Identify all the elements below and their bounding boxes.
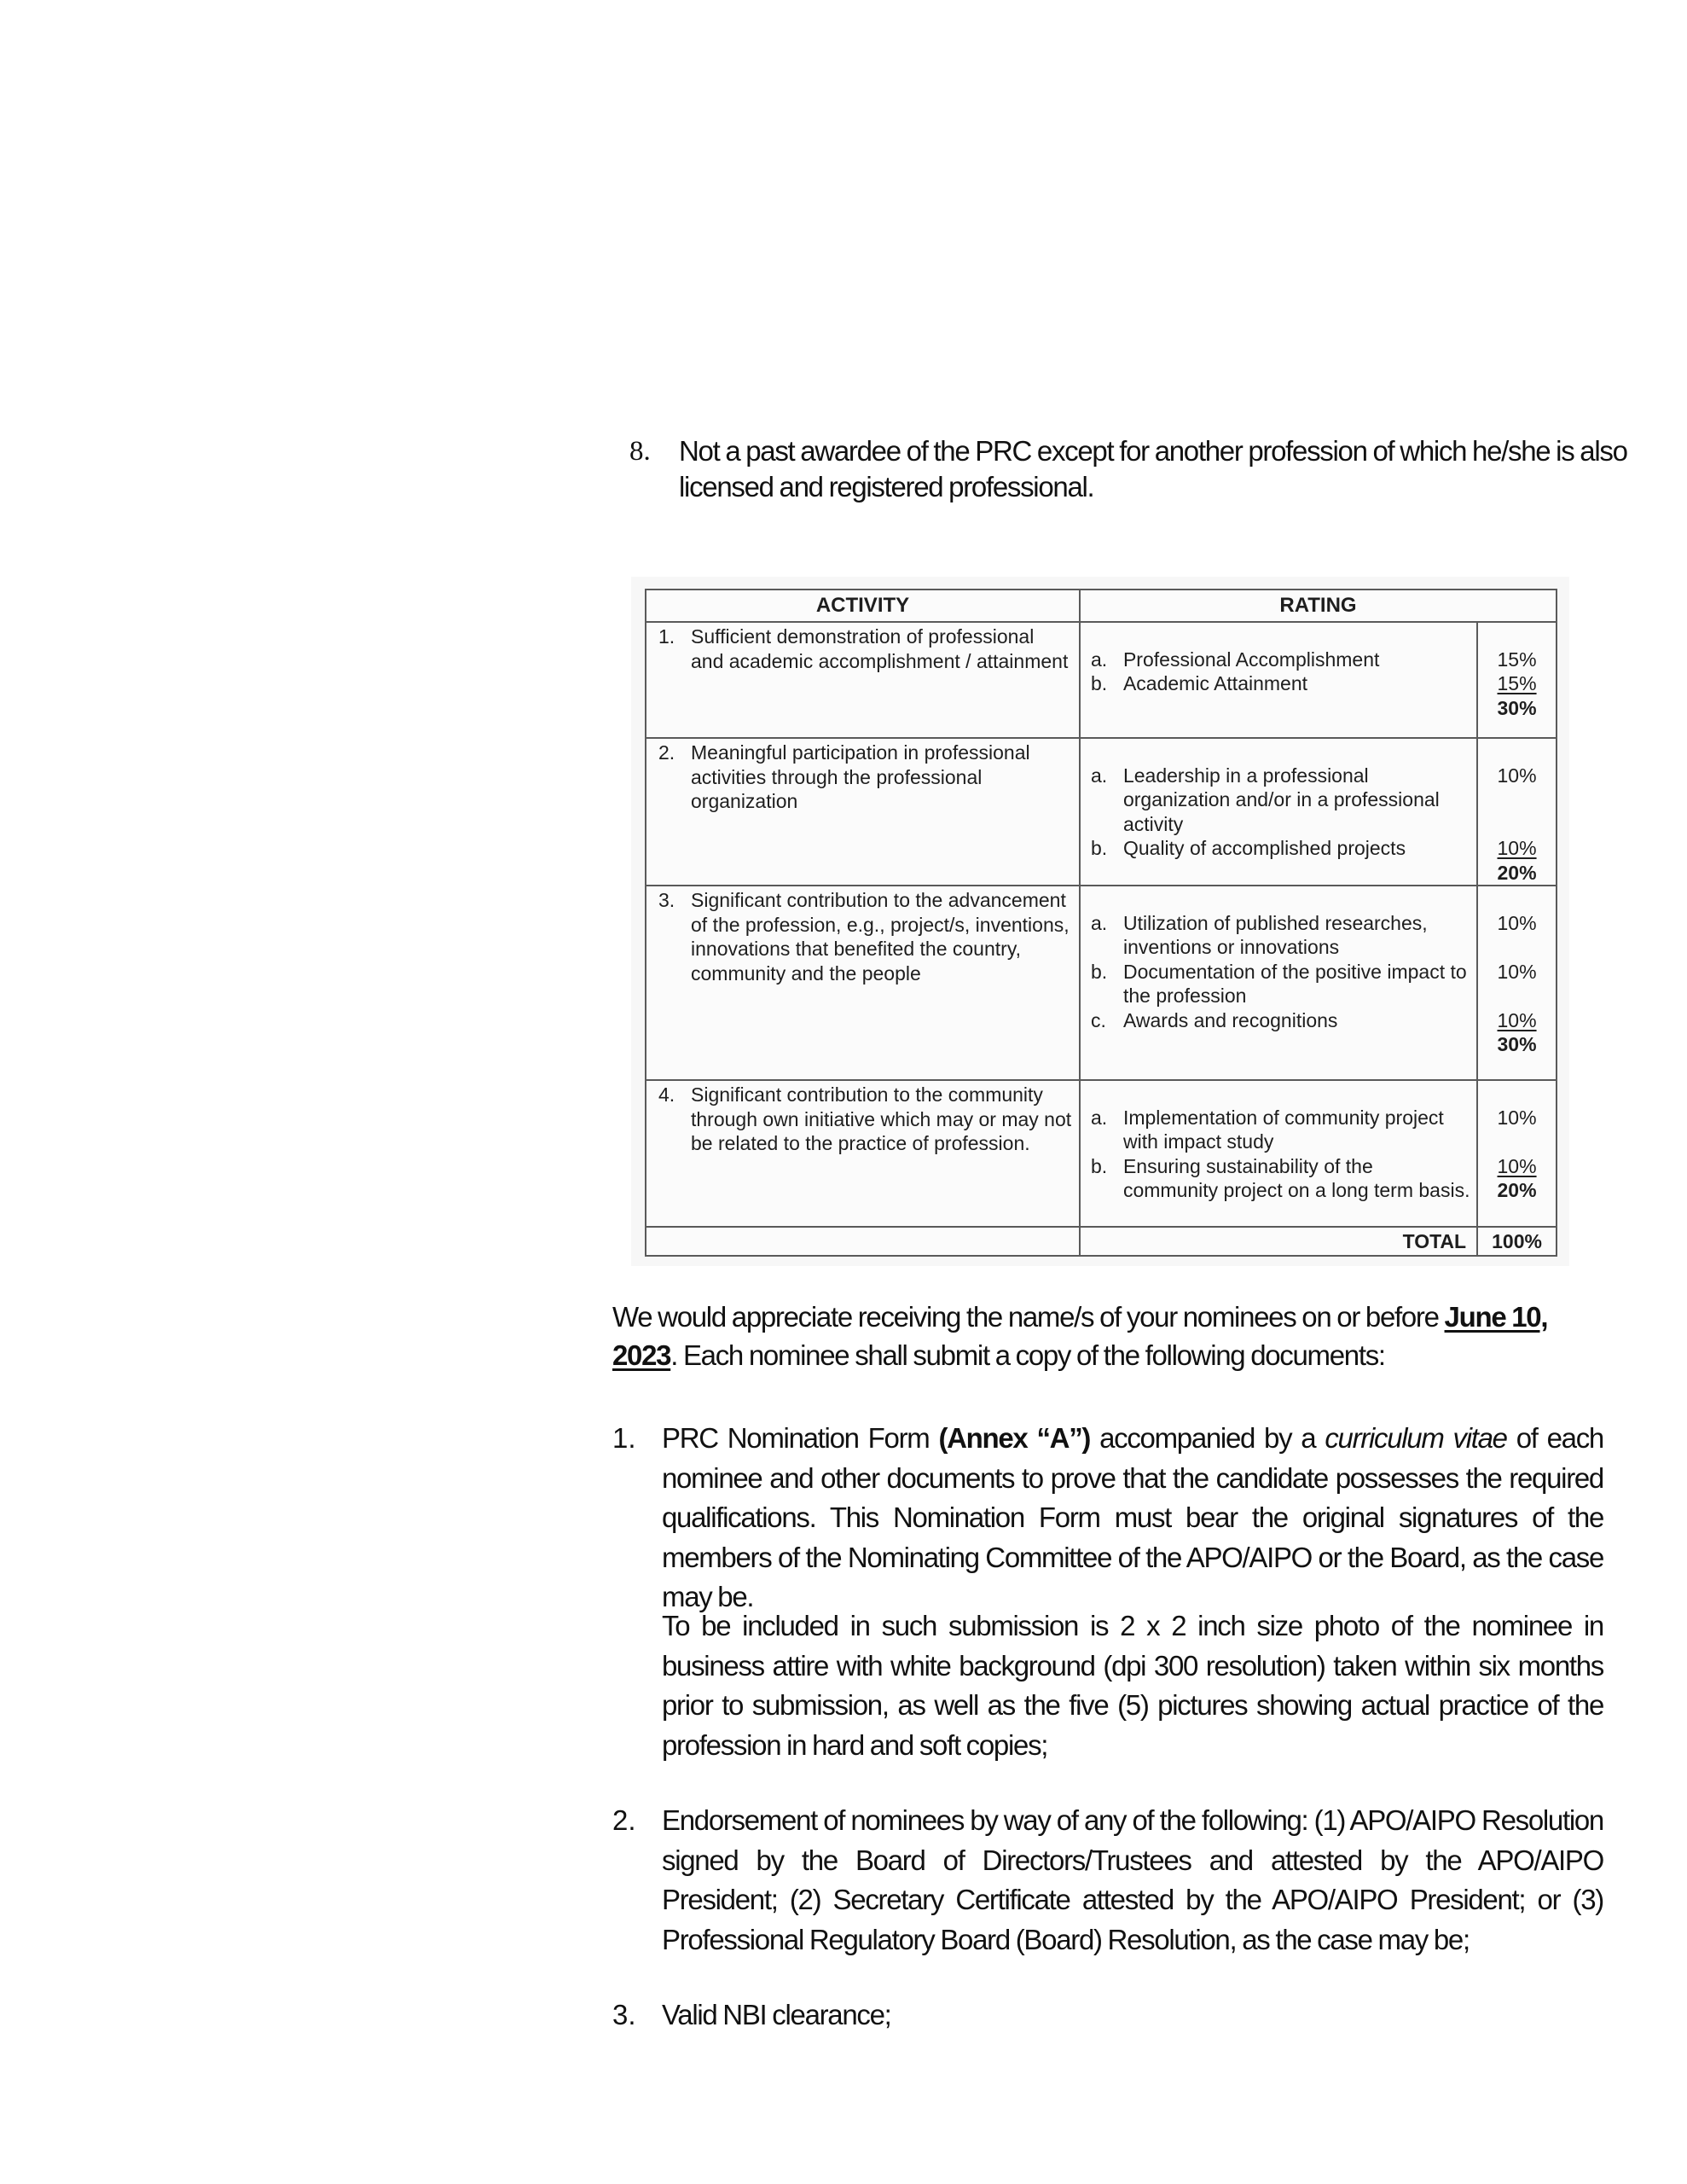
criterion-text: Professional Accomplishment [1122,648,1380,671]
header-rating: RATING [1080,590,1557,622]
criteria-cell [1080,622,1477,738]
header-activity: ACTIVITY [646,590,1080,622]
criterion-percent: 10% [1497,960,1537,983]
item-number: 2. [612,1804,636,1836]
criteria-cell [1080,1080,1477,1227]
percent-cell [1477,886,1557,1080]
criterion [1089,960,1471,1008]
activity-text: Meaningful participation in professional activities through the professional organization [691,741,1030,812]
criterion [1089,671,1471,696]
activity-text: Sufficient demonstration of professional and academic accomplishment / attainment [691,625,1069,672]
item-number: 1. [612,1422,636,1454]
curriculum-vitae-term: curriculum vitae [1325,1422,1507,1454]
criterion-percent: 15% [1497,648,1537,671]
table-header-row [646,590,1557,622]
criterion-letter: a. [1090,764,1108,787]
submission-intro [612,1298,1602,1374]
criterion-percent: 10% [1497,911,1537,934]
total-value: 100% [1477,1227,1557,1256]
criterion-text: Utilization of published researches, inventions or innovations [1122,911,1428,958]
criterion [1089,1008,1471,1033]
criterion-percent: 10% [1497,837,1537,859]
criterion-percent: 10% [1497,1008,1537,1031]
text-segment: PRC Nomination Form [662,1422,939,1454]
criterion-text: Awards and recognitions [1122,1008,1338,1031]
table-total-row [646,1227,1557,1256]
criterion-text: Documentation of the positive impact to the profession [1122,960,1467,1007]
criterion-letter: b. [1090,960,1108,983]
activity-cell [646,1080,1080,1227]
criterion [1089,836,1471,861]
activity-text: Significant contribution to the advancement of the profession, e.g., project/s, inventions, innovations that benefited the country, community and the people [691,889,1070,985]
criteria-cell [1080,738,1477,886]
criterion [1089,1106,1471,1154]
item-text: Not a past awardee of the PRC except for another profession of which he/she is also licensed and registered professional. [679,435,1627,502]
total-label: TOTAL [1080,1227,1477,1256]
item-text [662,1419,1603,1618]
deadline-date: June 10, 2023 [612,1301,1548,1371]
activity-cell [646,622,1080,738]
activity-cell [646,886,1080,1080]
criterion-text: Quality of accomplished projects [1122,837,1406,859]
table-row [646,622,1557,738]
text-segment: of each nominee and other documents to prove that the candidate possesses the required qualifications. This Nomination Form must bear the original signatures of the members of the Nominating Committee of the APO/AIPO or the Board, as the case may be. [662,1422,1603,1612]
intro-text-continued: . Each nominee shall submit a copy of the following documents: [670,1339,1385,1371]
criterion-percent: 10% [1497,764,1537,787]
item-number: 3. [612,1999,636,2030]
criteria-cell [1080,886,1477,1080]
subtotal-percent: 30% [1497,1033,1537,1055]
criterion-letter: b. [1090,672,1108,694]
criterion-letter: a. [1090,648,1108,671]
percent-cell [1477,1080,1557,1227]
criterion-letter: b. [1090,1154,1108,1177]
rating-criteria-table [645,589,1557,1257]
criterion [1089,911,1471,960]
table-row [646,738,1557,886]
activity-number: 1. [658,625,675,648]
criterion-letter: a. [1090,911,1108,934]
annex-reference: (Annex “A”) [938,1422,1091,1454]
percent-cell [1477,622,1557,738]
total-empty-cell [646,1227,1080,1256]
activity-number: 3. [658,889,675,911]
subtotal-percent: 20% [1497,861,1537,884]
criterion-text: Implementation of community project with impact study [1122,1106,1444,1153]
text-segment: accompanied by a [1090,1422,1325,1454]
criterion-letter: b. [1090,837,1108,859]
subtotal-percent: 30% [1497,696,1537,719]
activity-cell [646,738,1080,886]
criterion [1089,648,1471,672]
criterion-letter: a. [1090,1106,1108,1129]
criterion-percent: 15% [1497,672,1537,694]
criterion [1089,1154,1471,1203]
criterion-text: Ensuring sustainability of the community project on a long term basis. [1122,1154,1470,1201]
table-row [646,886,1557,1080]
subtotal-percent: 20% [1497,1179,1537,1201]
percent-cell [1477,738,1557,886]
criterion-text: Leadership in a professional organization and/or in a professional activity [1122,764,1440,835]
criterion-percent: 10% [1497,1106,1537,1129]
criterion-text: Academic Attainment [1122,672,1308,694]
item-number: 8. [629,436,651,467]
activity-number: 4. [658,1083,675,1106]
activity-text: Significant contribution to the community through own initiative which may or may not be related to the practice of profession. [691,1083,1072,1154]
activity-number: 2. [658,741,675,764]
item-text: Valid NBI clearance; [662,1999,891,2030]
item-text: Endorsement of nominees by way of any of the following: (1) APO/AIPO Resolution signed by the Board of Directors/Trustees and attested by the APO/AIPO President; (2) Secretary Certificate attested by the APO/AIPO President; or (3) Professional Regulatory Board (Board) Resolution, as the case may be; [662,1804,1603,1955]
criterion [1089,764,1471,837]
criterion-percent: 10% [1497,1154,1537,1177]
criterion-letter: c. [1090,1008,1106,1031]
document-item-1-subparagraph: To be included in such submission is 2 x 2 inch size photo of the nominee in business attire with white background (dpi 300 resolution) taken within six months prior to submission, as well as the five (5) pictures showing actual practice of the profession in hard and soft copies; [662,1610,1603,1761]
intro-text: We would appreciate receiving the name/s of your nominees on or before [612,1301,1445,1333]
table-row [646,1080,1557,1227]
